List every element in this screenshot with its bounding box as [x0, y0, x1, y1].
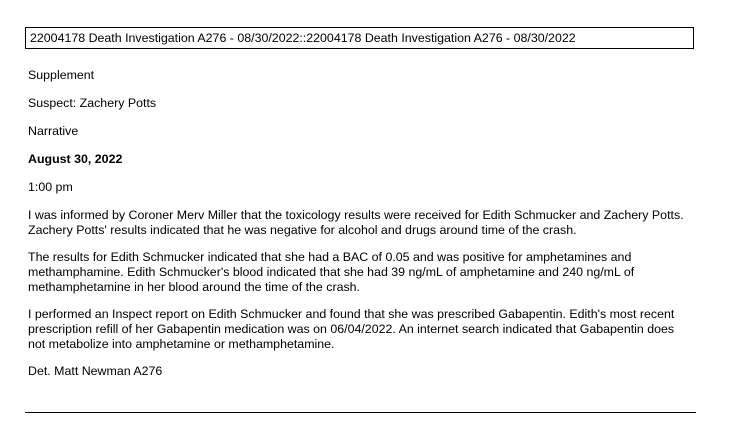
- narrative-heading: Narrative: [28, 124, 79, 138]
- narrative-paragraph: I performed an Inspect report on Edith Schmucker and found that she was prescribed Gabapentin. Edith's most recent prescription refill of her Gabapentin medication was on 06/04/2022. An internet search indicated that Gabapentin does not metabolize into amphetamine or methamphetamine.: [28, 307, 675, 351]
- report-title-box: [25, 27, 694, 49]
- narrative-paragraph: I was informed by Coroner Merv Miller that the toxicology results were received for Edith Schmucker and Zachery Potts. Zachery Potts' results indicated that he was negative for alcohol and drugs around time of the crash.: [28, 208, 684, 237]
- narrative-paragraph: The results for Edith Schmucker indicated that she had a BAC of 0.05 and was positive for amphetamines and methamphamine. Edith Schmucker's blood indicated that she had 39 ng/mL of amphetamine and 240 ng/mL of methamphetamine in her blood around the time of the crash.: [28, 250, 635, 294]
- signature-line: Det. Matt Newman A276: [28, 364, 163, 378]
- narrative-time: 1:00 pm: [28, 180, 73, 194]
- report-body: [28, 68, 688, 392]
- section-label: Supplement: [28, 68, 95, 82]
- bottom-divider: [25, 412, 696, 413]
- narrative-date: August 30, 2022: [28, 152, 123, 166]
- suspect-line: Suspect: Zachery Potts: [28, 96, 157, 110]
- report-title: 22004178 Death Investigation A276 - 08/30/2022::22004178 Death Investigation A276 - 08/30/2022: [30, 31, 576, 45]
